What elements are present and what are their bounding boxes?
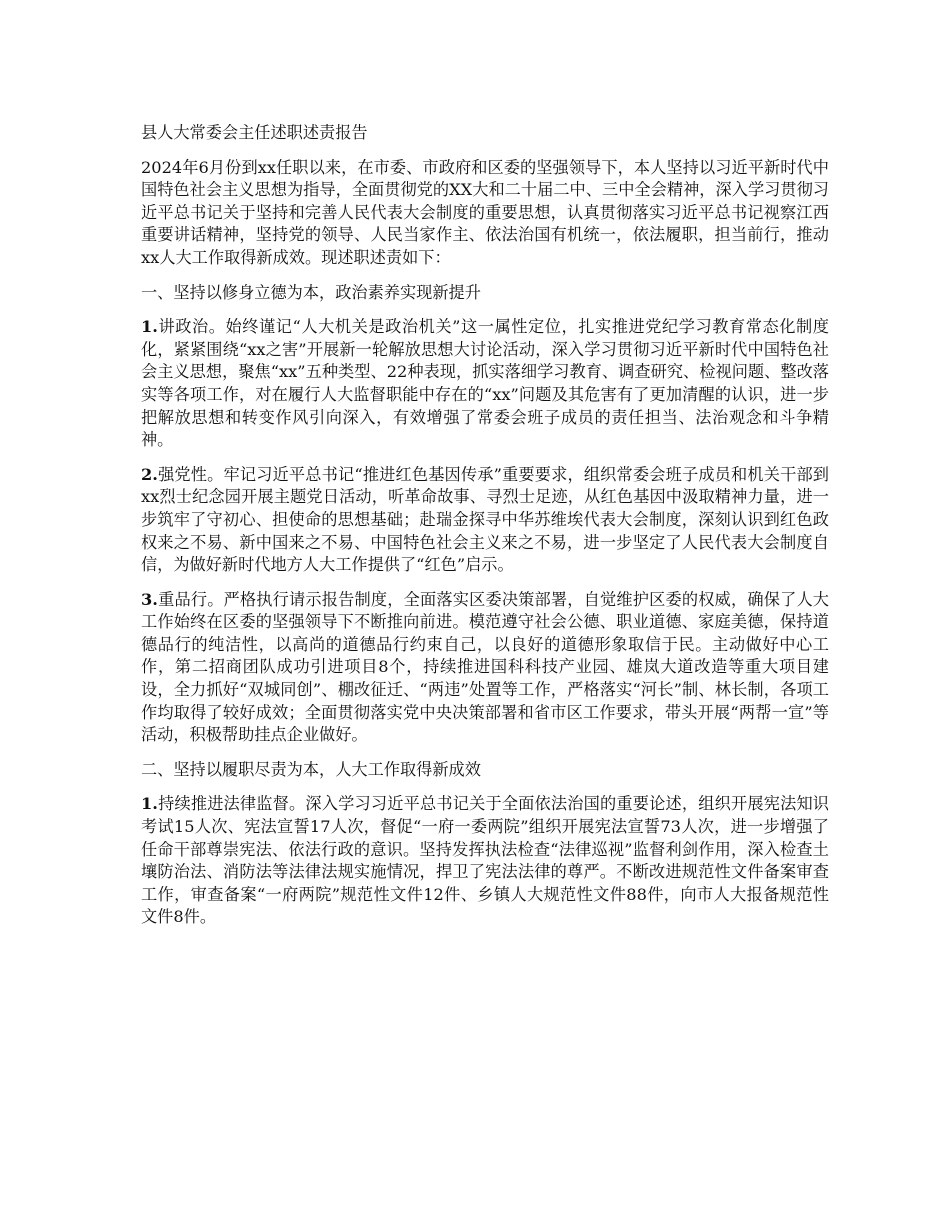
section-2-heading: 二、坚持以履职尽责为本，人大工作取得新成效	[141, 759, 481, 779]
item-number: 1.	[141, 317, 158, 337]
item-number: 3.	[141, 589, 158, 609]
document-page	[141, 122, 829, 941]
section-2-item-1	[141, 793, 829, 929]
item-text: 强党性。牢记习近平总书记“推进红色基因传承”重要要求，组织常委会班子成员和机关干部到xx烈士纪念园开展主题党日活动，听革命故事、寻烈士足迹，从红色基因中汲取精神力量，进一步筑牢了守初心、担使命的思想基础；赴瑞金探寻中华苏维埃代表大会制度，深刻认识到红色政权来之不易、新中国来之不易、中国特色社会主义来之不易，进一步坚定了人民代表大会制度自信，为做好新时代地方人大工作提供了“红色”启示。	[141, 464, 829, 575]
item-text: 持续推进法律监督。深入学习习近平总书记关于全面依法治国的重要论述，组织开展宪法知识考试15人次、宪法宣誓17人次，督促“一府一委两院”组织开展宪法宣誓73人次，进一步增强了任命干部尊崇宪法、依法行政的意识。坚持发挥执法检查“法律巡视”监督利剑作用，深入检查土壤防治法、消防法等法律法规实施情况，捍卫了宪法法律的尊严。不断改进规范性文件备案审查工作，审查备案“一府两院”规范性文件12件、乡镇人大规范性文件88件，向市人大报备规范性文件8件。	[141, 794, 829, 927]
item-text: 讲政治。始终谨记“人大机关是政治机关”这一属性定位，扎实推进党纪学习教育常态化制度化，紧紧围绕“xx之害”开展新一轮解放思想大讨论活动，深入学习贯彻习近平新时代中国特色社会主义思想，聚焦“xx”五种类型、22种表现，抓实落细学习教育、调查研究、检视问题、整改落实等各项工作，对在履行人大监督职能中存在的“xx”问题及其危害有了更加清醒的认识，进一步把解放思想和转变作风引向深入，有效增强了常委会班子成员的责任担当、法治观念和斗争精神。	[141, 317, 829, 450]
document-title: 县人大常委会主任述职述责报告	[141, 123, 368, 142]
intro-paragraph: 2024年6月份到xx任职以来，在市委、市政府和区委的坚强领导下，本人坚持以习近平新时代中国特色社会主义思想为指导，全面贯彻党的XX大和二十届二中、三中全会精神，深入学习贯彻习近平总书记关于坚持和完善人民代表大会制度的重要思想，认真贯彻落实习近平总书记视察江西重要讲话精神，坚持党的领导、人民当家作主、依法治国有机统一，依法履职，担当前行，推动xx人大工作取得新成效。现述职述责如下：	[141, 157, 829, 267]
section-1-heading: 一、坚持以修身立德为本，政治素养实现新提升	[141, 282, 481, 302]
section-1-item-1	[141, 316, 829, 452]
section-1-item-2	[141, 464, 829, 577]
item-number: 2.	[141, 464, 158, 484]
item-text: 重品行。严格执行请示报告制度，全面落实区委决策部署，自觉维护区委的权威，确保了人大工作始终在区委的坚强领导下不断推向前进。模范遵守社会公德、职业道德、家庭美德，保持道德品行的纯洁性，以高尚的道德品行约束自己，以良好的道德形象取信于民。主动做好中心工作，第二招商团队成功引进项目8个，持续推进国科科技产业园、雄岚大道改造等重大项目建设，全力抓好“双城同创”、棚改征迁、“两违”处置等工作，严格落实“河长”制、林长制，各项工作均取得了较好成效；全面贯彻落实党中央决策部署和省市区工作要求，带头开展“两帮一宣”等活动，积极帮助挂点企业做好。	[141, 589, 829, 745]
section-1-item-3	[141, 589, 829, 747]
item-number: 1.	[141, 794, 158, 814]
